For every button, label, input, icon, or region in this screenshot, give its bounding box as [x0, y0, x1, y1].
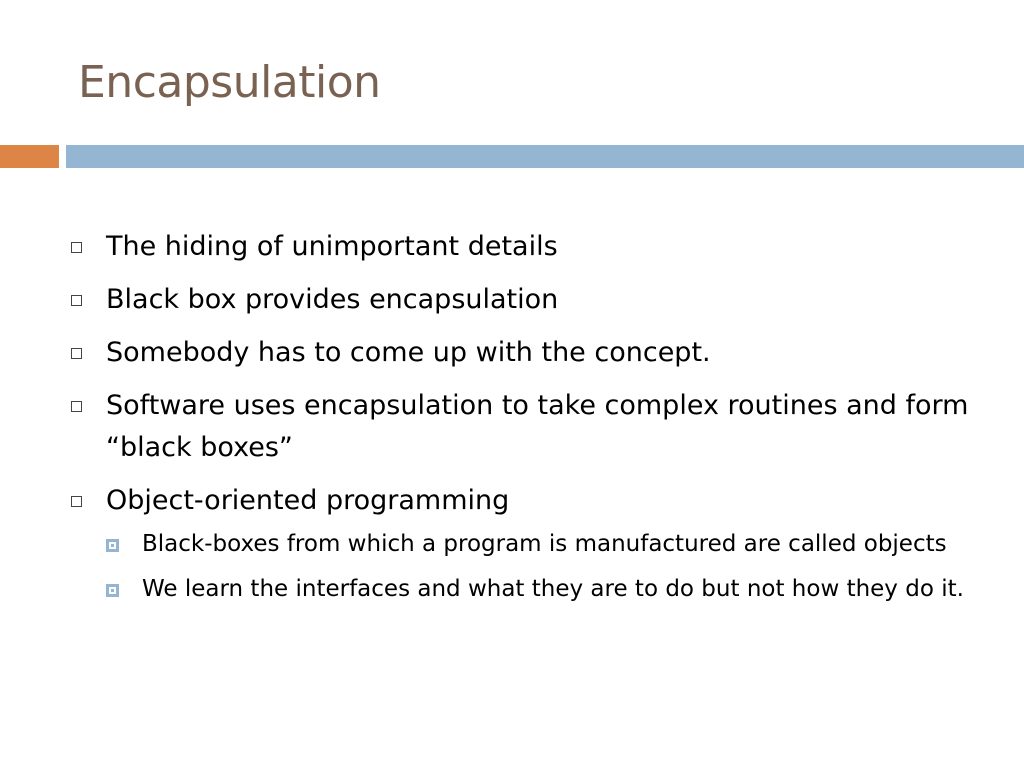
sub-bullet-list [106, 526, 990, 608]
title-accent-bar-orange [0, 145, 59, 168]
bullet-text: Object-oriented programming [106, 485, 510, 516]
bullet-text: Somebody has to come up with the concept. [106, 337, 711, 368]
sub-bullet-text: We learn the interfaces and what they are to do but not how they do it. [142, 576, 964, 602]
hollow-square-bullet-icon [71, 401, 82, 412]
bullet-item [70, 332, 990, 374]
bullet-list [70, 226, 990, 619]
hollow-square-bullet-icon [71, 348, 82, 359]
bullet-item [70, 480, 990, 608]
bullet-item [70, 385, 990, 469]
sub-bullet-text: Black-boxes from which a program is manufactured are called objects [142, 531, 947, 557]
hollow-square-bullet-icon [71, 242, 82, 253]
filled-square-bullet-icon [106, 584, 119, 597]
filled-square-bullet-icon [106, 539, 119, 552]
bullet-text: Black box provides encapsulation [106, 284, 559, 315]
slide-title: Encapsulation [78, 57, 381, 108]
sub-bullet-item [106, 526, 990, 563]
title-accent-bar-blue [66, 145, 1024, 168]
sub-bullet-item [106, 571, 990, 608]
bullet-text: Software uses encapsulation to take complex routines and form “black boxes” [106, 390, 969, 463]
bullet-item [70, 279, 990, 321]
hollow-square-bullet-icon [71, 496, 82, 507]
bullet-text: The hiding of unimportant details [106, 231, 558, 262]
hollow-square-bullet-icon [71, 295, 82, 306]
bullet-item [70, 226, 990, 268]
